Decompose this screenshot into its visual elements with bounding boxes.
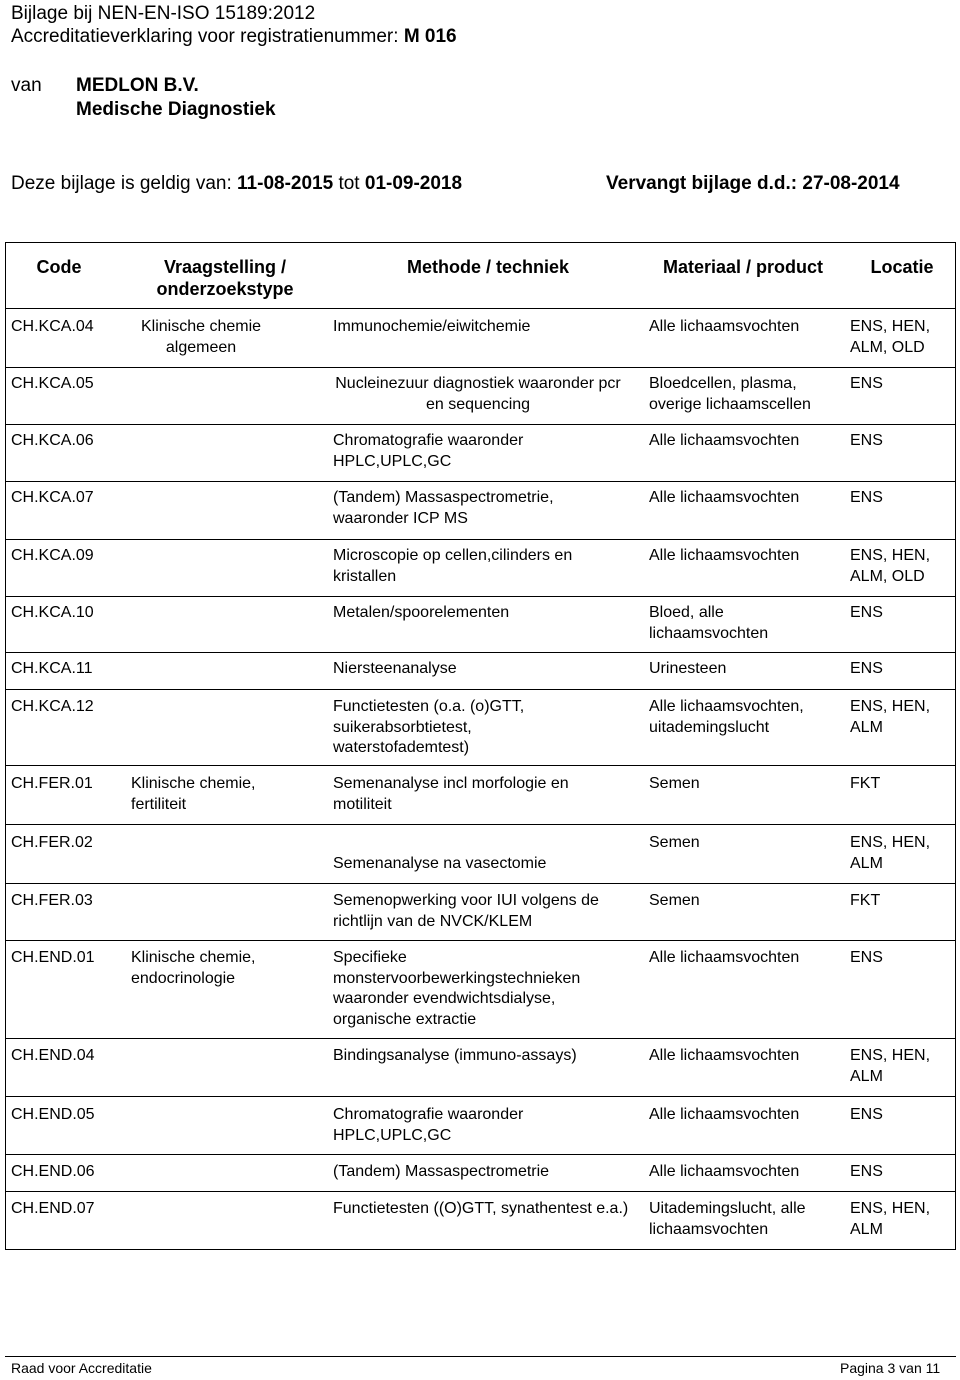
cell-locatie: FKT bbox=[850, 775, 881, 792]
row-divider bbox=[5, 765, 956, 766]
cell-materiaal: Alle lichaamsvochten bbox=[649, 432, 800, 449]
validity-to-label: tot bbox=[333, 173, 365, 194]
cell-locatie: ENS, HEN, ALM bbox=[850, 1200, 931, 1238]
cell-code: CH.KCA.12 bbox=[11, 698, 94, 715]
cell-code: CH.FER.01 bbox=[11, 775, 93, 792]
replaces-text: Vervangt bijlage d.d.: 27-08-2014 bbox=[606, 173, 900, 194]
replaces-line bbox=[606, 172, 900, 195]
cell-code: CH.KCA.05 bbox=[11, 375, 94, 392]
table-left-border bbox=[5, 309, 6, 1250]
cell-methode: Semenopwerking voor IUI volgens de richtlijn van de NVCK/KLEM bbox=[333, 892, 599, 930]
row-divider bbox=[5, 481, 956, 482]
cell-methode: Functietesten ((O)GTT, synathentest e.a.) bbox=[333, 1200, 629, 1217]
cell-vraagstelling: Klinische chemie, fertiliteit bbox=[131, 775, 256, 813]
organization-name: MEDLON B.V. bbox=[76, 75, 199, 96]
cell-locatie: ENS, HEN, ALM, OLD bbox=[850, 318, 931, 356]
cell-locatie: ENS bbox=[850, 949, 883, 966]
cell-materiaal: Uitademingslucht, alle lichaamsvochten bbox=[649, 1200, 806, 1238]
row-divider bbox=[5, 367, 956, 368]
registration-number: M 016 bbox=[403, 26, 457, 47]
column-header-code: Code bbox=[36, 257, 82, 277]
cell-code: CH.END.01 bbox=[11, 949, 95, 966]
cell-vraagstelling: Klinische chemie, endocrinologie bbox=[131, 949, 256, 987]
cell-locatie: ENS bbox=[850, 660, 883, 677]
cell-materiaal: Alle lichaamsvochten bbox=[649, 1163, 800, 1180]
row-divider bbox=[5, 652, 956, 653]
cell-materiaal: Alle lichaamsvochten bbox=[649, 949, 800, 966]
row-divider bbox=[5, 1191, 956, 1192]
cell-locatie: ENS bbox=[850, 432, 883, 449]
cell-materiaal: Alle lichaamsvochten bbox=[649, 1106, 800, 1123]
cell-methode: Niersteenanalyse bbox=[333, 660, 457, 677]
cell-code: CH.END.07 bbox=[11, 1200, 95, 1217]
cell-methode: Immunochemie/eiwitchemie bbox=[333, 318, 531, 335]
cell-code: CH.END.05 bbox=[11, 1106, 95, 1123]
cell-materiaal: Urinesteen bbox=[649, 660, 727, 677]
table-bottom-border bbox=[5, 1249, 956, 1250]
footer-organization: Raad voor Accreditatie bbox=[11, 1360, 152, 1376]
cell-locatie: ENS, HEN, ALM bbox=[850, 834, 931, 872]
cell-code: CH.KCA.04 bbox=[11, 318, 94, 335]
column-header-locatie: Locatie bbox=[870, 257, 934, 277]
cell-locatie: ENS, HEN, ALM, OLD bbox=[850, 547, 931, 585]
row-divider bbox=[5, 824, 956, 825]
cell-methode: Semenanalyse incl morfologie en motiliteit bbox=[333, 775, 569, 813]
row-divider bbox=[5, 1038, 956, 1039]
cell-vraagstelling: Klinische chemie algemeen bbox=[140, 318, 262, 356]
cell-code: CH.FER.03 bbox=[11, 892, 93, 909]
page-number: Pagina 3 van 11 bbox=[840, 1360, 941, 1376]
row-divider bbox=[5, 940, 956, 941]
row-divider bbox=[5, 1096, 956, 1097]
cell-materiaal: Bloed, alle lichaamsvochten bbox=[649, 604, 769, 642]
cell-locatie: ENS bbox=[850, 489, 883, 506]
row-divider bbox=[5, 1154, 956, 1155]
cell-materiaal: Semen bbox=[649, 834, 700, 851]
cell-materiaal: Alle lichaamsvochten, uitademingslucht bbox=[649, 698, 804, 736]
valid-to: 01-09-2018 bbox=[364, 173, 463, 194]
row-divider bbox=[5, 539, 956, 540]
cell-materiaal: Semen bbox=[649, 892, 700, 909]
registration-line bbox=[11, 25, 457, 48]
cell-methode: Metalen/spoorelementen bbox=[333, 604, 510, 621]
cell-methode: Chromatografie waaronder HPLC,UPLC,GC bbox=[333, 432, 524, 470]
cell-materiaal: Alle lichaamsvochten bbox=[649, 547, 800, 564]
cell-methode: Functietesten (o.a. (o)GTT, suikerabsorbtietest, waterstofademtest) bbox=[333, 698, 525, 756]
cell-locatie: ENS bbox=[850, 1163, 883, 1180]
cell-code: CH.KCA.06 bbox=[11, 432, 94, 449]
column-header-methode: Methode / techniek bbox=[406, 257, 570, 277]
cell-methode: (Tandem) Massaspectrometrie, waaronder ICP MS bbox=[333, 489, 554, 527]
validity-line bbox=[11, 172, 462, 195]
cell-methode: Microscopie op cellen,cilinders en kristallen bbox=[333, 547, 573, 585]
row-divider bbox=[5, 689, 956, 690]
cell-locatie: ENS bbox=[850, 1106, 883, 1123]
table-right-border bbox=[955, 309, 956, 1250]
cell-materiaal: Bloedcellen, plasma, overige lichaamscellen bbox=[649, 375, 811, 413]
cell-locatie: ENS bbox=[850, 375, 883, 392]
column-header-materiaal: Materiaal / product bbox=[662, 257, 824, 277]
cell-methode: Bindingsanalyse (immuno-assays) bbox=[333, 1047, 577, 1064]
cell-code: CH.END.06 bbox=[11, 1163, 95, 1180]
organization bbox=[76, 74, 276, 122]
valid-from: 11-08-2015 bbox=[237, 173, 334, 194]
cell-materiaal: Alle lichaamsvochten bbox=[649, 318, 800, 335]
cell-methode: Nucleinezuur diagnostiek waaronder pcr en sequencing bbox=[335, 375, 621, 413]
organization-subtitle: Medische Diagnostiek bbox=[76, 99, 276, 120]
cell-locatie: ENS, HEN, ALM bbox=[850, 1047, 931, 1085]
cell-code: CH.KCA.09 bbox=[11, 547, 94, 564]
cell-methode: (Tandem) Massaspectrometrie bbox=[333, 1163, 550, 1180]
cell-materiaal: Alle lichaamsvochten bbox=[649, 489, 800, 506]
cell-methode: Semenanalyse na vasectomie bbox=[333, 855, 547, 872]
cell-methode: Chromatografie waaronder HPLC,UPLC,GC bbox=[333, 1106, 524, 1144]
cell-code: CH.END.04 bbox=[11, 1047, 95, 1064]
annex-title: Bijlage bij NEN-EN-ISO 15189:2012 bbox=[11, 3, 316, 24]
column-header-vraagstelling: Vraagstelling / onderzoekstype bbox=[156, 257, 294, 299]
cell-code: CH.KCA.10 bbox=[11, 604, 94, 621]
row-divider bbox=[5, 424, 956, 425]
row-divider bbox=[5, 883, 956, 884]
cell-code: CH.KCA.07 bbox=[11, 489, 94, 506]
footer-divider bbox=[5, 1356, 956, 1357]
validity-label: Deze bijlage is geldig van: bbox=[11, 173, 238, 194]
cell-locatie: ENS, HEN, ALM bbox=[850, 698, 931, 736]
registration-label: Accreditatieverklaring voor registratienummer: bbox=[11, 26, 404, 47]
cell-code: CH.FER.02 bbox=[11, 834, 93, 851]
cell-locatie: ENS bbox=[850, 604, 883, 621]
cell-materiaal: Alle lichaamsvochten bbox=[649, 1047, 800, 1064]
cell-code: CH.KCA.11 bbox=[11, 660, 93, 677]
cell-methode: Specifieke monstervoorbewerkingstechnieken waaronder evendwichtsdialyse, organische extractie bbox=[333, 949, 581, 1028]
cell-locatie: FKT bbox=[850, 892, 881, 909]
row-divider bbox=[5, 596, 956, 597]
cell-materiaal: Semen bbox=[649, 775, 700, 792]
van-label: van bbox=[11, 75, 42, 96]
